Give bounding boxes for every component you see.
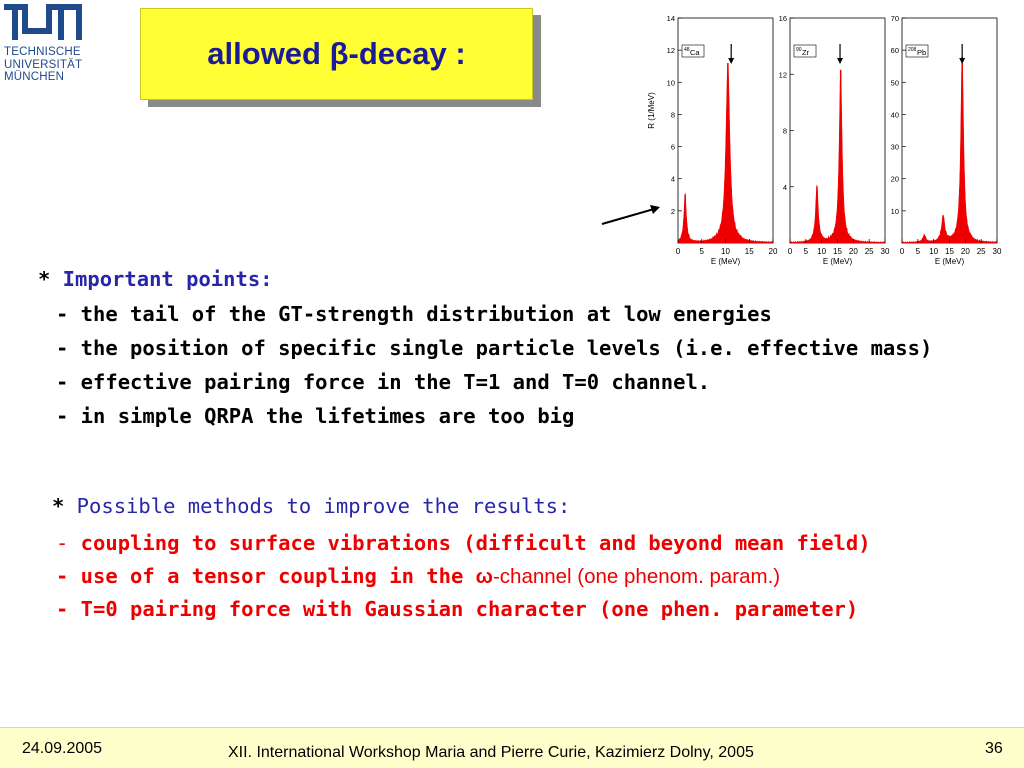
- important-item-1: - the tail of the GT-strength distribution at low energies: [56, 302, 772, 326]
- charts-svg: [640, 10, 1010, 270]
- x-tick-label: 10: [817, 247, 827, 256]
- methods-star: *: [52, 494, 65, 518]
- important-item-3: - effective pairing force in the T=1 and T=0 channel.: [56, 370, 711, 394]
- y-tick-label: 50: [890, 78, 899, 88]
- x-tick-label: 0: [675, 247, 681, 256]
- x-tick-label: 15: [833, 247, 842, 256]
- y-tick-label: 4: [670, 174, 675, 184]
- x-tick-label: 10: [929, 247, 939, 256]
- gt-strength-charts: [640, 10, 1010, 270]
- methods-item-2: [56, 564, 780, 589]
- logo-line-1: TECHNISCHE: [4, 46, 81, 58]
- y-tick-label: 6: [670, 142, 675, 152]
- nucleus-mass: 90: [796, 47, 802, 53]
- methods-item-1: [56, 531, 871, 555]
- methods-item-1-text: coupling to surface vibrations (difficult and beyond mean field): [68, 531, 871, 555]
- title-box: [140, 8, 533, 100]
- methods-item-2-a: - use of a tensor coupling in the: [56, 564, 476, 588]
- x-tick-label: 5: [699, 247, 704, 256]
- footer-conference: XII. International Workshop Maria and Pierre Curie, Kazimierz Dolny, 2005: [228, 744, 754, 761]
- x-axis-label: E (MeV): [710, 257, 741, 266]
- important-item-4: - in simple QRPA the lifetimes are too big: [56, 404, 575, 428]
- methods-item-1-dash: -: [56, 531, 69, 555]
- x-tick-label: 20: [960, 247, 970, 256]
- y-tick-label: 12: [666, 46, 675, 56]
- tum-logo: [4, 4, 90, 84]
- x-tick-label: 15: [945, 247, 954, 256]
- tum-logo-text: [4, 46, 90, 84]
- chart-panel-1: [647, 14, 778, 266]
- tum-logo-mark: [4, 4, 82, 40]
- chart-area-pb: [902, 55, 997, 243]
- nucleus-mass: 208: [908, 47, 917, 53]
- y-tick-label: 30: [890, 142, 899, 152]
- logo-line-2: UNIVERSITÄT: [4, 58, 83, 71]
- footer-date: 24.09.2005: [22, 740, 103, 757]
- nucleus-mass: 48: [684, 47, 690, 53]
- x-tick-label: 15: [744, 247, 754, 256]
- x-tick-label: 25: [976, 247, 986, 256]
- x-tick-label: 30: [992, 247, 1002, 256]
- footer-page-number: 36: [985, 740, 1003, 757]
- y-tick-label: 60: [890, 46, 899, 56]
- x-tick-label: 5: [803, 247, 809, 256]
- chart-area-ca: [678, 63, 773, 243]
- x-tick-label: 0: [899, 247, 905, 256]
- y-tick-label: 40: [890, 110, 899, 120]
- methods-heading: [52, 494, 570, 518]
- y-tick-label: 8: [670, 110, 675, 120]
- chart-panel-2: [779, 14, 890, 266]
- nucleus-symbol: Ca: [690, 48, 700, 57]
- chart-area-zr: [790, 70, 885, 243]
- x-tick-label: 5: [915, 247, 921, 256]
- nucleus-symbol: Pb: [917, 48, 927, 57]
- x-axis-label: E (MeV): [934, 257, 965, 266]
- methods-heading-text: Possible methods to improve the results:: [64, 494, 571, 518]
- slide-title: allowed β-decay :: [207, 36, 466, 71]
- important-item-2: - the position of specific single particle levels (i.e. effective mass): [56, 336, 933, 360]
- x-tick-label: 30: [880, 247, 890, 256]
- y-tick-label: 14: [666, 14, 675, 23]
- important-star: *: [38, 267, 51, 291]
- y-tick-label: 10: [666, 78, 675, 88]
- y-tick-label: 10: [890, 206, 899, 216]
- x-tick-label: 25: [864, 247, 874, 256]
- x-axis-label: E (MeV): [822, 257, 853, 266]
- y-tick-label: 70: [890, 14, 899, 23]
- footer-bar: [0, 727, 1024, 768]
- chart-panel-3: [891, 14, 1002, 266]
- x-tick-label: 20: [848, 247, 858, 256]
- logo-line-3: MÜNCHEN: [4, 71, 65, 83]
- y-tick-label: 8: [782, 126, 787, 136]
- peak-arrow-head: [728, 58, 734, 64]
- pointer-arrow-icon: [600, 200, 662, 228]
- x-tick-label: 20: [768, 247, 778, 256]
- x-tick-label: 10: [721, 247, 730, 256]
- y-tick-label: 20: [890, 174, 899, 184]
- y-tick-label: 16: [778, 14, 787, 23]
- methods-item-2-b: -channel (one phenom. param.): [492, 565, 781, 588]
- y-tick-label: 2: [670, 206, 675, 216]
- y-tick-label: 12: [778, 70, 787, 80]
- nucleus-symbol: Zr: [802, 48, 810, 57]
- methods-item-3: - T=0 pairing force with Gaussian character (one phen. parameter): [56, 597, 859, 621]
- y-tick-label: 4: [782, 182, 787, 192]
- y-axis-label: R (1/MeV): [647, 92, 656, 129]
- important-heading-text: Important points:: [50, 267, 273, 291]
- methods-item-2-omega: ω: [475, 565, 493, 588]
- important-heading: [38, 267, 273, 291]
- peak-arrow-head: [959, 58, 965, 64]
- x-tick-label: 0: [787, 247, 793, 256]
- peak-arrow-head: [837, 58, 843, 64]
